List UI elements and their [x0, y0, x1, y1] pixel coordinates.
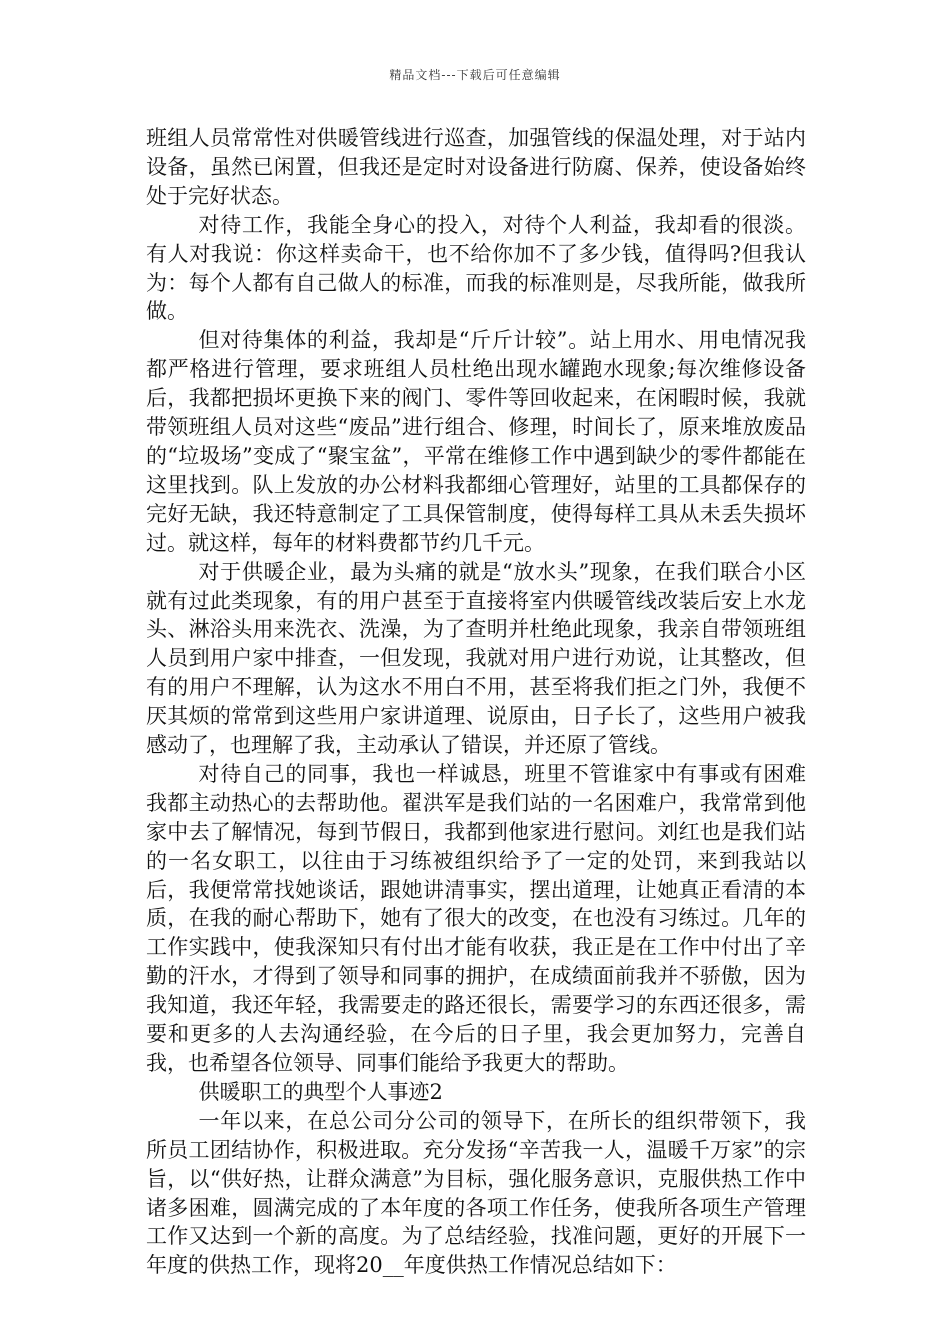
paragraph: 一年以来，在总公司分公司的领导下，在所长的组织带领下，我所员工团结协作，积极进取。充分发扬“辛苦我一人，温暖千万家”的宗旨，以“供好热，让群众满意”为目标，强化服务意识，克服供热工作中诸多困难，圆满完成的了本年度的各项工作任务，使我所各项生产管理工作又达到一个新的高度。为了总结经验，找准问题，更好的开展下一年度的供热工作，现将20__年度供热工作情况总结如下： [146, 1108, 806, 1278]
paragraph: 但对待集体的利益，我却是“斤斤计较”。站上用水、用电情况我都严格进行管理，要求班组人员杜绝出现水罐跑水现象;每次维修设备后，我都把损坏更换下来的阀门、零件等回收起来，在闲暇时候，我就带领班组人员对这些“废品”进行组合、修理，时间长了，原来堆放废品的“垃圾场”变成了“聚宝盆”，平常在维修工作中遇到缺少的零件都能在这里找到。队上发放的办公材料我都细心管理好，站里的工具都保存的完好无缺，我还特意制定了工具保管制度，使得每样工具从未丢失损坏过。就这样，每年的材料费都节约几千元。 [146, 328, 806, 555]
page-header: 精品文档---下载后可任意编辑 [389, 68, 561, 82]
paragraph: 对待自己的同事，我也一样诚恳，班里不管谁家中有事或有困难我都主动热心的去帮助他。翟洪军是我们站的一名困难户，我常常到他家中去了解情况，每到节假日，我都到他家进行慰问。刘红也是我们站的一名女职工，以往由于习练被组织给予了一定的处罚，来到我站以后，我便常常找她谈话，跟她讲清事实，摆出道理，让她真正看清的本质，在我的耐心帮助下，她有了很大的改变，在也没有习练过。几年的工作实践中，使我深知只有付出才能有收获，我正是在工作中付出了辛勤的汗水，才得到了领导和同事的拥护，在成绩面前我并不骄傲，因为我知道，我还年轻，我需要走的路还很长，需要学习的东西还很多，需要和更多的人去沟通经验，在今后的日子里，我会更加努力，完善自我，也希望各位领导、同事们能给予我更大的帮助。 [146, 761, 806, 1075]
paragraph: 对于供暖企业，最为头痛的就是“放水头”现象，在我们联合小区就有过此类现象，有的用户甚至于直接将室内供暖管线改装后安上水龙头、淋浴头用来洗衣、洗澡，为了查明并杜绝此现象，我亲自带领班组人员到用户家中排查，一但发现，我就对用户进行劝说，让其整改，但有的用户不理解，认为这水不用白不用，甚至将我们拒之门外，我便不厌其烦的常常到这些用户家讲道理、说原由，日子长了，这些用户被我感动了，也理解了我，主动承认了错误，并还原了管线。 [146, 559, 806, 758]
paragraph: 班组人员常常性对供暖管线进行巡查，加强管线的保温处理，对于站内设备，虽然已闲置，但我还是定时对设备进行防腐、保养，使设备始终处于完好状态。 [146, 126, 806, 208]
document-body [146, 124, 806, 1280]
paragraph: 对待工作，我能全身心的投入，对待个人利益，我却看的很淡。有人对我说：你这样卖命干，也不给你加不了多少钱，值得吗?但我认为：每个人都有自己做人的标准，而我的标准则是，尽我所能，做我所做。 [146, 212, 806, 324]
section-heading: 供暖职工的典型个人事迹2 [198, 1079, 443, 1104]
